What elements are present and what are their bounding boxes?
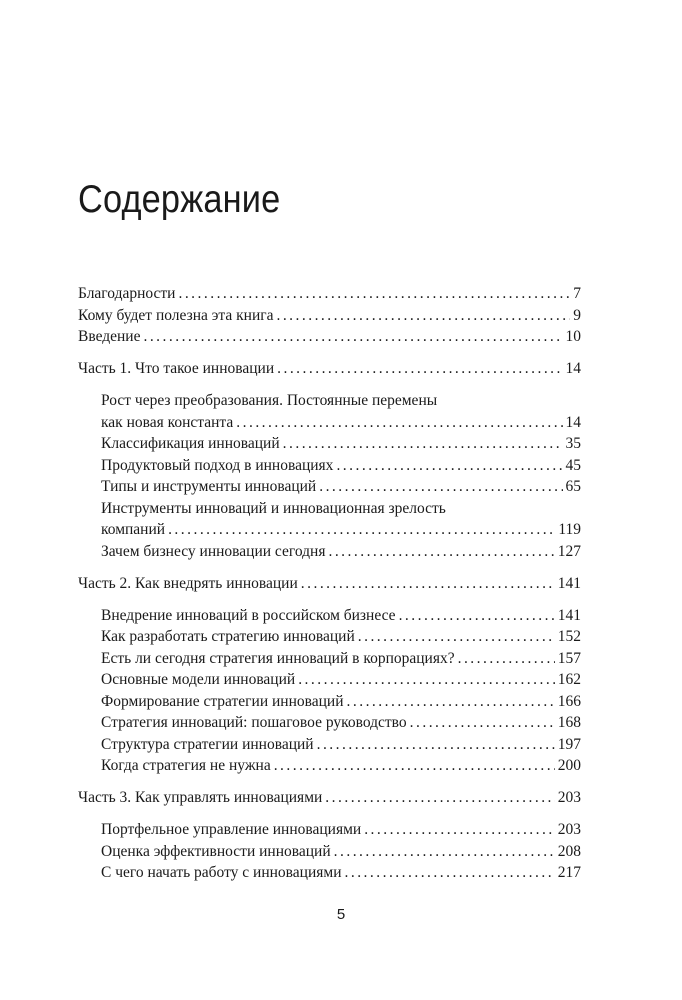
toc-entry-models[interactable] bbox=[78, 669, 581, 691]
toc-part-1[interactable] bbox=[78, 358, 581, 380]
toc-entry-title: Формирование стратегии инноваций bbox=[101, 692, 344, 710]
dot-leader bbox=[317, 734, 555, 756]
toc-entry-title: Стратегия инноваций: пошаговое руководство bbox=[101, 714, 407, 731]
section-gap bbox=[78, 562, 581, 573]
toc-entry-step-by-step[interactable] bbox=[78, 712, 581, 734]
toc-entry-types-tools[interactable] bbox=[78, 476, 581, 498]
toc-part-2[interactable] bbox=[78, 573, 581, 595]
toc-part-title: Часть 1. Что такое инновации bbox=[78, 360, 275, 377]
dot-leader bbox=[364, 819, 555, 841]
toc-entry-product-approach[interactable] bbox=[78, 455, 581, 477]
toc-entry-page: 127 bbox=[557, 542, 581, 560]
toc-part-title: Часть 2. Как внедрять инновации bbox=[78, 574, 298, 592]
toc-entry-title: как новая константа bbox=[101, 413, 234, 431]
table-of-contents bbox=[78, 283, 581, 884]
toc-entry-no-strategy[interactable] bbox=[78, 755, 581, 777]
dot-leader bbox=[458, 648, 555, 670]
toc-entry-audience[interactable] bbox=[78, 305, 581, 327]
toc-entry-title: Благодарности bbox=[78, 285, 176, 302]
toc-entry-page: 141 bbox=[557, 606, 581, 624]
toc-entry-title: компаний bbox=[101, 521, 166, 538]
toc-part-3[interactable] bbox=[78, 787, 581, 809]
toc-entry-efficiency[interactable] bbox=[78, 841, 581, 863]
toc-entry-why-innovate[interactable] bbox=[78, 541, 581, 563]
toc-entry-title: Портфельное управление инновациями bbox=[101, 821, 362, 838]
toc-entry-title: С чего начать работу с инновациями bbox=[101, 864, 342, 881]
toc-entry-maturity[interactable] bbox=[78, 519, 581, 541]
toc-entry-page: 168 bbox=[557, 714, 581, 731]
dot-leader bbox=[143, 326, 562, 348]
toc-part-page: 203 bbox=[557, 789, 581, 806]
toc-entry-where-to-start[interactable] bbox=[78, 862, 581, 884]
section-gap bbox=[78, 594, 581, 605]
toc-entry-title: Оценка эффективности инноваций bbox=[101, 842, 331, 860]
dot-leader bbox=[319, 476, 562, 498]
dot-leader bbox=[298, 669, 555, 691]
dot-leader bbox=[236, 412, 562, 434]
toc-entry-page: 45 bbox=[565, 456, 581, 474]
toc-entry-page: 166 bbox=[557, 692, 581, 710]
toc-entry-title: Когда стратегия не нужна bbox=[101, 757, 271, 774]
dot-leader bbox=[334, 841, 555, 863]
toc-entry-corporate-strategy[interactable] bbox=[78, 648, 581, 670]
toc-entry-title: Как разработать стратегию инноваций bbox=[101, 628, 355, 645]
dot-leader bbox=[283, 433, 563, 455]
toc-entry-title: Зачем бизнесу инновации сегодня bbox=[101, 542, 326, 560]
dot-leader bbox=[274, 755, 555, 777]
section-gap bbox=[78, 380, 581, 391]
toc-entry-page: 152 bbox=[557, 628, 581, 645]
toc-entry-title: Кому будет полезна эта книга bbox=[78, 306, 274, 324]
toc-entry-page: 217 bbox=[557, 864, 581, 881]
toc-entry-develop-strategy[interactable] bbox=[78, 626, 581, 648]
toc-entry-title: Основные модели инноваций bbox=[101, 671, 296, 688]
toc-entry-page: 197 bbox=[557, 735, 581, 753]
dot-leader bbox=[301, 573, 555, 595]
toc-entry-page: 65 bbox=[565, 478, 581, 495]
toc-entry-title-line1: Рост через преобразования. Постоянные перемены bbox=[101, 392, 438, 409]
toc-entry-page: 208 bbox=[557, 842, 581, 860]
toc-entry-title-line1: Инструменты инноваций и инновационная зрелость bbox=[101, 499, 446, 517]
toc-entry-introduction[interactable] bbox=[78, 326, 581, 348]
toc-entry-growth[interactable] bbox=[78, 412, 581, 434]
toc-entry-title: Введение bbox=[78, 328, 141, 345]
toc-entry-title: Есть ли сегодня стратегия инноваций в корпорациях? bbox=[101, 649, 455, 667]
toc-entry-title: Классификация инноваций bbox=[101, 435, 280, 452]
dot-leader bbox=[358, 626, 555, 648]
toc-entry-acknowledgements[interactable] bbox=[78, 283, 581, 305]
dot-leader bbox=[399, 605, 555, 627]
toc-entry-page: 200 bbox=[557, 757, 581, 774]
section-gap bbox=[78, 777, 581, 788]
toc-entry-title: Внедрение инноваций в российском бизнесе bbox=[101, 606, 396, 624]
toc-entry-page: 157 bbox=[557, 649, 581, 667]
toc-heading: Содержание bbox=[78, 178, 281, 221]
toc-part-page: 141 bbox=[557, 574, 581, 592]
toc-part-page: 14 bbox=[565, 360, 581, 377]
toc-entry-page: 7 bbox=[573, 285, 581, 302]
dot-leader bbox=[336, 455, 562, 477]
toc-entry-title: Типы и инструменты инноваций bbox=[101, 478, 317, 495]
toc-entry-portfolio[interactable] bbox=[78, 819, 581, 841]
dot-leader bbox=[328, 541, 554, 563]
toc-entry-strategy-structure[interactable] bbox=[78, 734, 581, 756]
toc-entry-forming-strategy[interactable] bbox=[78, 691, 581, 713]
toc-entry-page: 9 bbox=[573, 306, 581, 324]
toc-entry-title: Продуктовый подход в инновациях bbox=[101, 456, 334, 474]
toc-entry-title: Структура стратегии инноваций bbox=[101, 735, 314, 753]
dot-leader bbox=[276, 305, 570, 327]
toc-entry-page: 35 bbox=[565, 435, 581, 452]
section-gap bbox=[78, 809, 581, 820]
toc-entry-russian-business[interactable] bbox=[78, 605, 581, 627]
toc-entry-page: 162 bbox=[557, 671, 581, 688]
dot-leader bbox=[277, 358, 562, 380]
page-number: 5 bbox=[336, 906, 346, 923]
dot-leader bbox=[347, 691, 555, 713]
toc-part-title: Часть 3. Как управлять инновациями bbox=[78, 789, 323, 806]
toc-entry-classification[interactable] bbox=[78, 433, 581, 455]
toc-entry-page: 203 bbox=[557, 821, 581, 838]
toc-entry-page: 119 bbox=[558, 521, 581, 538]
dot-leader bbox=[178, 283, 570, 305]
section-gap bbox=[78, 348, 581, 359]
dot-leader bbox=[325, 787, 554, 809]
dot-leader bbox=[410, 712, 555, 734]
dot-leader bbox=[345, 862, 555, 884]
toc-entry-page: 14 bbox=[565, 413, 581, 431]
dot-leader bbox=[168, 519, 555, 541]
toc-entry-page: 10 bbox=[565, 328, 581, 345]
